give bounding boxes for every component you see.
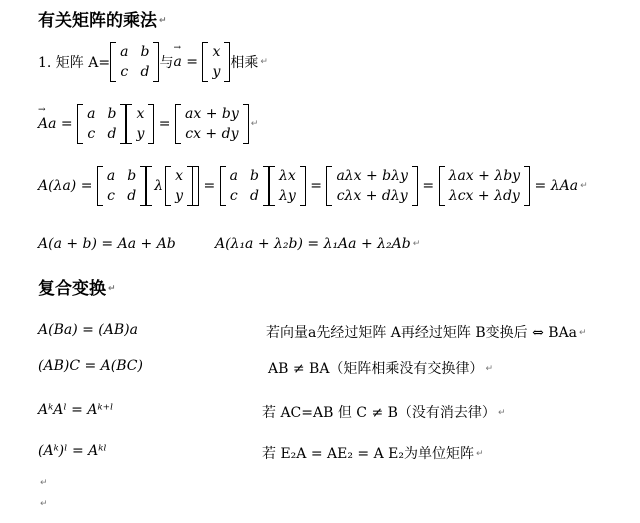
page-title: 有关矩阵的乘法 ↵ [38, 11, 167, 31]
vector-xy: x y [202, 42, 230, 82]
matrix-a: a b c d [110, 42, 159, 82]
paragraph-mark: ↵ [40, 478, 48, 488]
row-right: 若向量a先经过矩阵 A再经过矩阵 B变换后 ⇔ BAa ↵ [266, 325, 587, 341]
section-heading-composite: 复合变换 ↵ [38, 279, 116, 299]
row-right: 若 E₂A = AE₂ = A E₂为单位矩阵 ↵ [262, 446, 484, 462]
row-left: A(Ba) = (AB)a [38, 322, 138, 338]
vector-a: → a [173, 54, 181, 70]
matrix-definition-line: 1. 矩阵 A= a b c d 与 → a = x y 相乘 ↵ [38, 42, 268, 82]
equation-linearity-scalar: A(λ₁a + λ₂b) = λ₁Aa + λ₂Ab ↵ [215, 236, 421, 252]
row-right: 若 AC=AB 但 C ≠ B（没有消去律） ↵ [262, 405, 506, 421]
row-right: AB ≠ BA（矩阵相乘没有交换律） ↵ [268, 361, 493, 377]
row-left: (AB)C = A(BC) [38, 358, 143, 374]
row-left: (Aᵏ)ˡ = Aᵏˡ [38, 443, 107, 459]
equation-aa: → Aa = a b c d x y = ax + by cx + dy ↵ [38, 104, 258, 144]
paragraph-mark: ↵ [40, 499, 48, 509]
equation-lambda: A(λa) = a b c d λ x y = a b c d λx λy = aλx + bλy cλx + dλy = λax + λby λcx + λdy = λAa ↵ [38, 168, 588, 204]
row-left: AᵏAˡ = Aᵏ⁺ˡ [38, 402, 114, 418]
definition-prefix: 1. 矩阵 A= [38, 55, 111, 71]
equation-linearity-sum: A(a + b) = Aa + Ab [38, 236, 176, 252]
